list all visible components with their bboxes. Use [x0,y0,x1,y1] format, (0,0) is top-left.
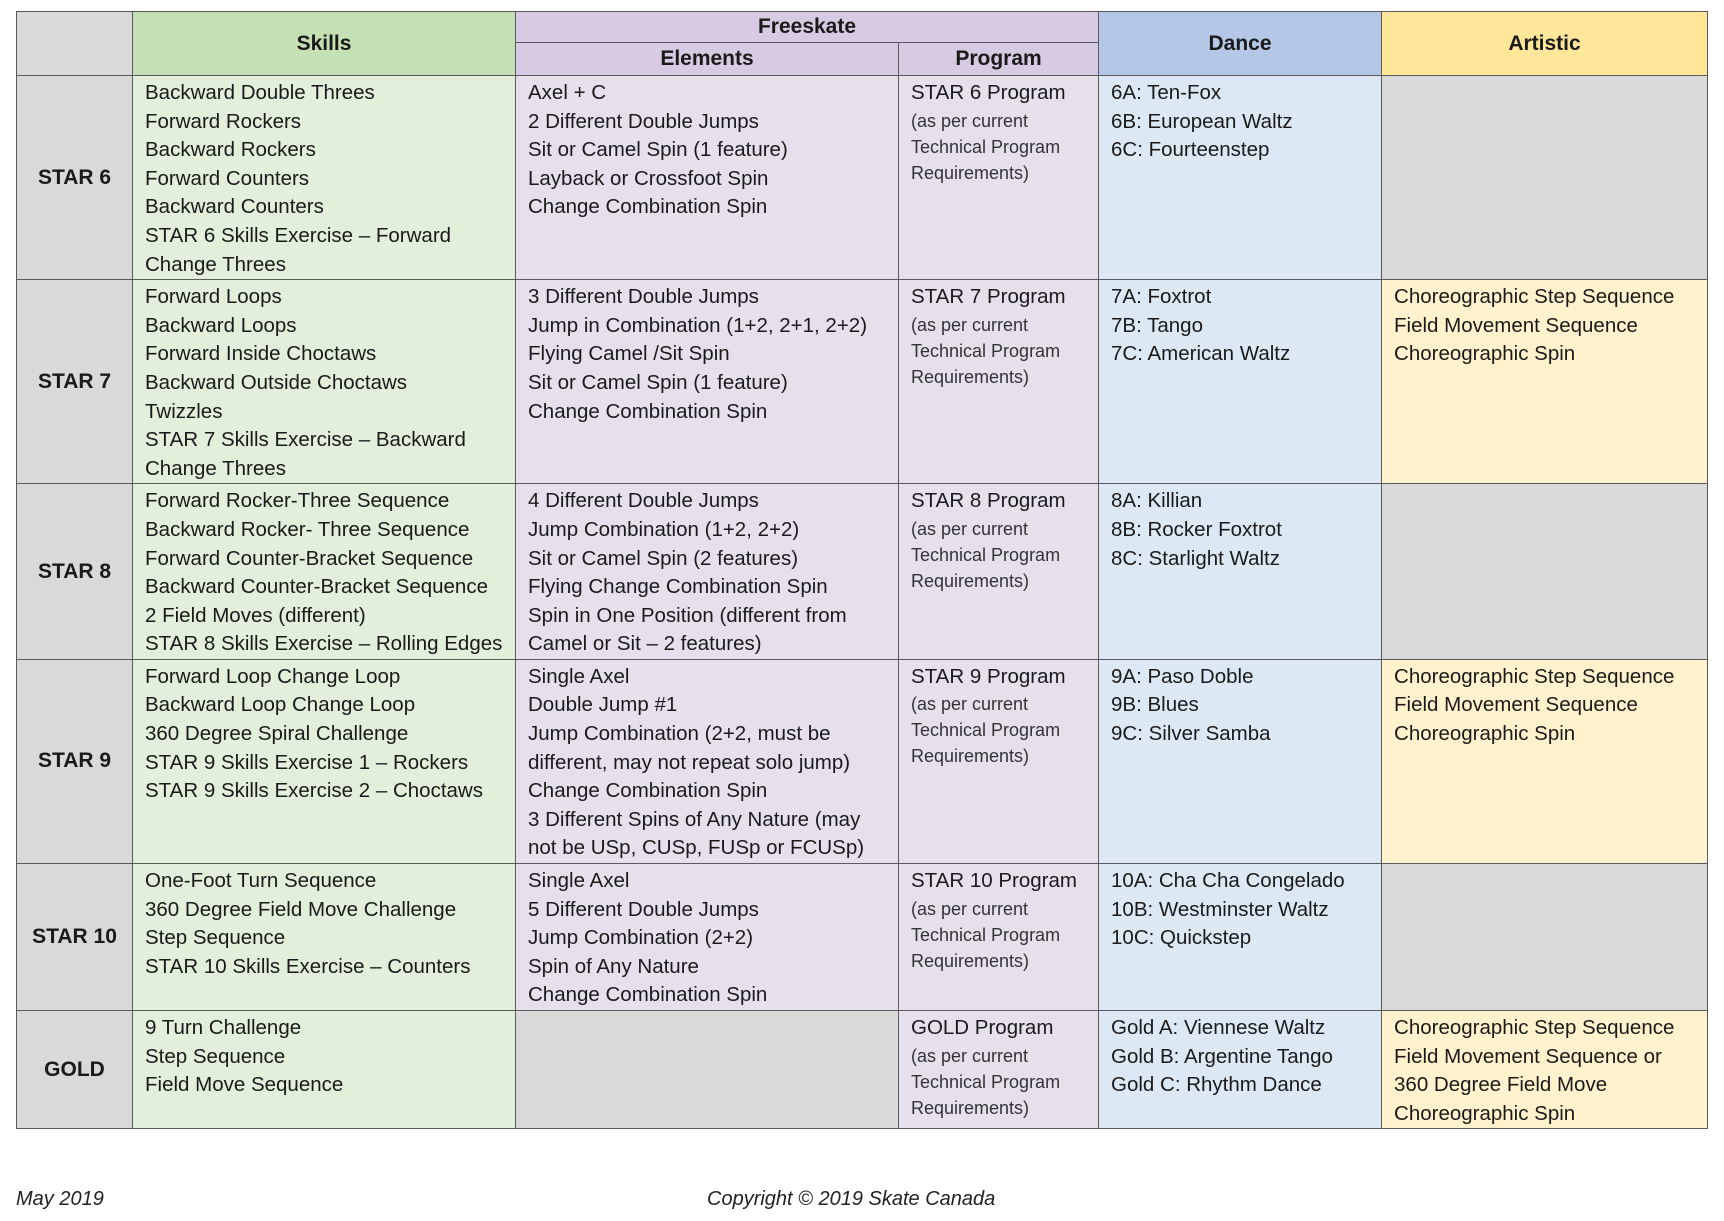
dance-line: 8B: Rocker Foxtrot [1111,517,1282,541]
skills-line: STAR 10 Skills Exercise – Counters [145,954,471,978]
skills-line: STAR 9 Skills Exercise 2 – Choctaws [145,779,483,803]
row-label: STAR 8 [17,484,133,660]
skills-line: Forward Counter-Bracket Sequence [145,546,474,570]
elements-cell [516,1011,899,1129]
skills-line: 360 Degree Field Move Challenge [145,897,457,921]
skills-line: One-Foot Turn Sequence [145,869,377,893]
skills-line: Forward Inside Choctaws [145,342,377,366]
skills-line: Backward Double Threes [145,81,375,104]
skills-line: Backward Loops [145,313,297,337]
elements-line: Single Axel [528,869,630,893]
dance-line: 7A: Foxtrot [1111,285,1212,309]
skills-line: Step Sequence [145,926,286,950]
header-artistic: Artistic [1382,12,1708,76]
elements-line: 3 Different Double Jumps [528,285,759,309]
table-row [17,659,1708,863]
elements-line: 4 Different Double Jumps [528,489,759,513]
artistic-line: Field Movement Sequence or [1394,1044,1662,1068]
artistic-cell [1382,864,1708,1011]
table-row [17,280,1708,484]
skills-line: Backward Counter-Bracket Sequence [145,575,488,599]
dance-line: Gold A: Viennese Waltz [1111,1016,1326,1039]
skills-line: Backward Counters [145,195,324,219]
row-label: STAR 6 [17,76,133,280]
elements-line: Double Jump #1 [528,693,678,717]
dance-line: 10C: Quickstep [1111,926,1252,950]
program-line: (as per current [911,518,1029,539]
elements-cell [516,76,899,280]
artistic-line: Choreographic Step Sequence [1394,285,1675,309]
program-line: Requirements) [911,1097,1030,1118]
skills-line: Forward Loops [145,285,282,309]
program-line: STAR 7 Program [911,285,1066,309]
elements-line: Change Combination Spin [528,983,768,1007]
header-corner [17,12,133,76]
elements-line: Flying Camel /Sit Spin [528,342,730,366]
skills-cell [133,864,516,1011]
elements-line: Camel or Sit – 2 features) [528,632,762,656]
header-program: Program [899,43,1099,76]
footer-copyright: Copyright © 2019 Skate Canada [707,1188,996,1210]
program-line: Technical Program [911,720,1061,741]
artistic-line: Field Movement Sequence [1394,313,1638,337]
elements-cell [516,659,899,863]
skills-line: 360 Degree Spiral Challenge [145,722,409,746]
skills-line: Step Sequence [145,1044,286,1068]
program-line: Requirements) [911,162,1030,183]
elements-line: Axel + C [528,81,607,104]
header-skills: Skills [133,12,516,76]
program-line: GOLD Program [911,1016,1054,1039]
dance-cell [1099,280,1382,484]
header-dance: Dance [1099,12,1382,76]
footer-date: May 2019 [16,1188,104,1210]
elements-line: Spin in One Position (different from [528,603,847,627]
dance-line: 8C: Starlight Waltz [1111,546,1281,570]
program-line: Technical Program [911,544,1061,565]
elements-line: Spin of Any Nature [528,954,699,978]
header-elements: Elements [516,43,899,76]
program-line: Requirements) [911,570,1030,591]
skills-cell [133,76,516,280]
artistic-line: 360 Degree Field Move [1394,1073,1608,1097]
dance-line: 6A: Ten-Fox [1111,81,1222,104]
elements-line: not be USp, CUSp, FUSp or FCUSp) [528,836,865,860]
elements-line: Jump Combination (1+2, 2+2) [528,517,800,541]
elements-cell [516,864,899,1011]
program-line: (as per current [911,314,1029,335]
dance-cell [1099,1011,1382,1129]
artistic-line: Choreographic Spin [1394,722,1576,746]
skills-cell [133,1011,516,1129]
dance-cell [1099,864,1382,1011]
program-line: Requirements) [911,950,1030,971]
skills-line: STAR 6 Skills Exercise – Forward [145,223,452,247]
elements-line: Change Combination Spin [528,779,768,803]
program-cell [899,76,1099,280]
skills-line: Change Threes [145,456,286,480]
program-line: Technical Program [911,136,1061,157]
header-freeskate: Freeskate [516,12,1099,43]
elements-line: Jump in Combination (1+2, 2+1, 2+2) [528,313,868,337]
artistic-line: Field Movement Sequence [1394,693,1638,717]
artistic-line: Choreographic Step Sequence [1394,1016,1675,1039]
skills-line: Forward Counters [145,166,310,190]
program-line: STAR 8 Program [911,489,1066,513]
skills-cell [133,484,516,660]
skills-line: Backward Outside Choctaws [145,370,408,394]
dance-line: 9A: Paso Doble [1111,664,1254,688]
skills-line: Backward Rockers [145,138,316,162]
row-label: STAR 7 [17,280,133,484]
elements-line: Jump Combination (2+2, must be [528,722,831,746]
program-line: STAR 6 Program [911,81,1066,104]
program-line: (as per current [911,110,1029,131]
skills-line: Forward Rocker-Three Sequence [145,489,450,513]
table-row [17,864,1708,1011]
program-line: Technical Program [911,924,1061,945]
elements-line: Sit or Camel Spin (1 feature) [528,138,788,162]
skills-line: STAR 7 Skills Exercise – Backward [145,428,466,452]
program-cell [899,864,1099,1011]
dance-line: 6B: European Waltz [1111,109,1293,133]
program-line: Requirements) [911,746,1030,767]
program-line: Technical Program [911,1071,1061,1092]
program-line: (as per current [911,694,1029,715]
dance-line: Gold B: Argentine Tango [1111,1044,1333,1068]
skills-line: Backward Rocker- Three Sequence [145,517,470,541]
artistic-line: Choreographic Step Sequence [1394,664,1675,688]
program-line: (as per current [911,898,1029,919]
dance-line: 10B: Westminster Waltz [1111,897,1329,921]
dance-line: 8A: Killian [1111,489,1203,513]
table-row [17,484,1708,660]
dance-line: 10A: Cha Cha Congelado [1111,869,1345,893]
program-line: STAR 10 Program [911,869,1077,893]
artistic-cell [1382,280,1708,484]
program-cell [899,1011,1099,1129]
star-requirements-table [16,11,1708,1129]
elements-line: Jump Combination (2+2) [528,926,754,950]
skills-cell [133,280,516,484]
elements-cell [516,280,899,484]
elements-line: Flying Change Combination Spin [528,575,828,599]
elements-line: 5 Different Double Jumps [528,897,759,921]
row-label: GOLD [17,1011,133,1129]
row-label: STAR 10 [17,864,133,1011]
skills-line: Change Threes [145,252,286,276]
skills-line: Field Move Sequence [145,1073,344,1097]
program-cell [899,659,1099,863]
skills-line: Backward Loop Change Loop [145,693,416,717]
elements-line: Change Combination Spin [528,399,768,423]
elements-line: different, may not repeat solo jump) [528,750,851,774]
elements-cell [516,484,899,660]
program-cell [899,280,1099,484]
elements-line: Change Combination Spin [528,195,768,219]
artistic-line: Choreographic Spin [1394,1101,1576,1125]
program-cell [899,484,1099,660]
elements-line: Sit or Camel Spin (1 feature) [528,370,788,394]
elements-line: Single Axel [528,664,630,688]
dance-line: 6C: Fourteenstep [1111,138,1270,162]
artistic-cell [1382,76,1708,280]
skills-line: Forward Rockers [145,109,302,133]
elements-line: Sit or Camel Spin (2 features) [528,546,799,570]
row-label: STAR 9 [17,659,133,863]
elements-line: 2 Different Double Jumps [528,109,759,133]
dance-cell [1099,484,1382,660]
dance-line: 7C: American Waltz [1111,342,1291,366]
skills-line: 2 Field Moves (different) [145,603,366,627]
program-line: STAR 9 Program [911,664,1066,688]
program-line: Requirements) [911,366,1030,387]
skills-line: Forward Loop Change Loop [145,664,401,688]
table-row [17,76,1708,280]
artistic-cell [1382,1011,1708,1129]
dance-cell [1099,659,1382,863]
skills-line: STAR 8 Skills Exercise – Rolling Edges [145,632,503,656]
skills-line: STAR 9 Skills Exercise 1 – Rockers [145,750,469,774]
skills-line: 9 Turn Challenge [145,1016,302,1039]
dance-line: 7B: Tango [1111,313,1203,337]
artistic-cell [1382,659,1708,863]
skills-line: Twizzles [145,399,223,423]
dance-cell [1099,76,1382,280]
elements-line: Layback or Crossfoot Spin [528,166,769,190]
skills-cell [133,659,516,863]
program-line: (as per current [911,1045,1029,1066]
program-line: Technical Program [911,340,1061,361]
artistic-cell [1382,484,1708,660]
artistic-line: Choreographic Spin [1394,342,1576,366]
dance-line: 9C: Silver Samba [1111,722,1271,746]
elements-line: 3 Different Spins of Any Nature (may [528,807,861,831]
dance-line: 9B: Blues [1111,693,1199,717]
dance-line: Gold C: Rhythm Dance [1111,1073,1322,1097]
table-row [17,1011,1708,1129]
